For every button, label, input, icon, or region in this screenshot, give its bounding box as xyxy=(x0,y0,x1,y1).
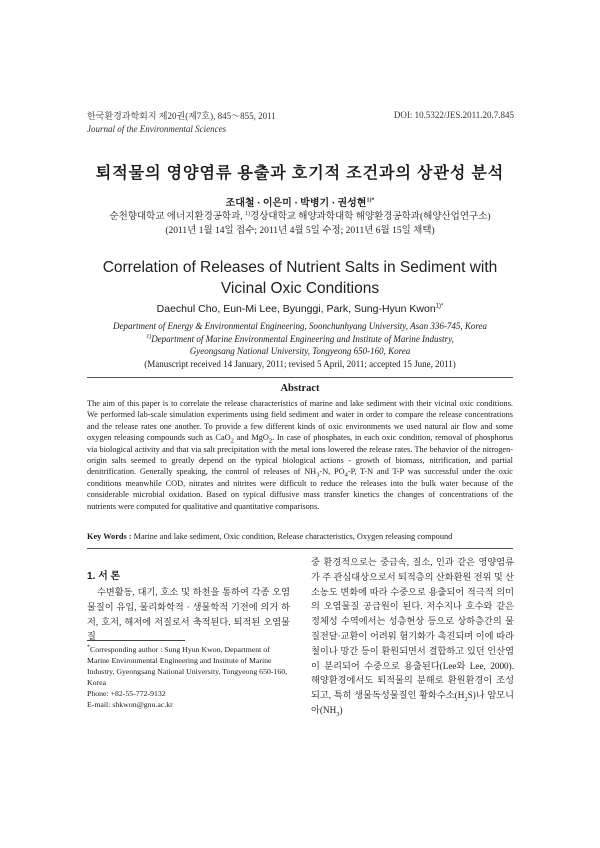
abstract-text-1: The aim of this paper is to correlate the release characteristics of marine and lake sediment with their vicinal oxic conditions. We performed lab-scale simulation experiments using field sediment and water in order to compare the release concentrations and the release rates one another. To provide a few different kinds of oxic environments we used natural air flow and some oxygen releasing compounds such as CaO xyxy=(87,399,513,443)
abstract-text-5: -P, T-N and T-P was successful under the oxic conditions meanwhile COD, nitrates and nitrites were difficult to reduce the releases into the bulk water because of the considerable microbial oxidation. Based on typical diffusive mass transfer kinetics the changes of concentrations of the nutrients were computed for qualitative and quantitative comparisons. xyxy=(87,467,513,511)
dates-en: (Manuscript received 14 January, 2011; revised 5 April, 2011; accepted 15 June, 2011) xyxy=(144,358,456,369)
keywords xyxy=(87,532,513,541)
journal-name-en: Journal of the Environmental Sciences xyxy=(87,124,227,134)
intro-left-column: 수변활동, 대기, 호소 및 하천을 통하여 각종 오염물질이 유입, 물리화학적 · 생물학적 기전에 의거 하저, 호저, 해저에 저질로서 축적된다. 퇴적된 오염물질 xyxy=(87,587,290,642)
paper-title-ko: 퇴적물의 영양염류 용출과 호기적 조건과의 상관성 분석 xyxy=(95,165,505,182)
intro-right-column xyxy=(311,555,514,718)
authors-en-names: Daechul Cho, Eun-Mi Lee, Byunggi, Park, Sung-Hyun Kwon xyxy=(156,303,436,315)
footnote-phone: Phone: +82-55-772-9132 xyxy=(87,689,166,698)
abstract-heading: Abstract xyxy=(280,383,320,394)
affiliation-ko-2: 경상대학교 해양과학대학 해양환경공학과(해양산업연구소) xyxy=(250,212,491,222)
abstract-bottom-rule xyxy=(87,548,513,549)
keywords-label: Key Words : xyxy=(87,532,134,541)
authors-ko-names: 조대철 · 이은미 · 박병기 · 권성현 xyxy=(225,198,367,209)
affiliation-en-line1: Department of Energy & Environmental Engineering, Soonchunhyang University, Asan 336-745, Korea xyxy=(112,321,488,331)
paper-title-en-line2: Vicinal Oxic Conditions xyxy=(220,280,380,297)
footnote-corresponding xyxy=(87,644,290,688)
doi: DOI: 10.5322/JES.2011.20.7.845 xyxy=(393,110,514,120)
footnote-corr-text: Corresponding author : Sung Hyun Kwon, Department of Marine Environmental Engineering and Institute of Marine Industry, Gyeongsang National University, Tongyeong 650-160, Korea xyxy=(87,645,288,687)
intro-right-text-2: S)나 암모니아(NH xyxy=(311,690,515,715)
journal-header xyxy=(87,110,276,136)
paper-title-en-line1: Correlation of Releases of Nutrient Salts in Sediment with xyxy=(102,259,498,276)
intro-right-sub-1: 2 xyxy=(464,696,468,703)
journal-citation-ko: 한국환경과학회지 제20권(제7호), 845～855, 2011 xyxy=(87,111,276,121)
affiliation-ko-line xyxy=(0,210,600,224)
keywords-text: Marine and lake sediment, Oxic condition, Release characteristics, Oxygen releasing compound xyxy=(133,532,453,541)
footnote-email: E-mail: shkwon@gnu.ac.kr xyxy=(87,700,173,709)
intro-right-sub-2: 3 xyxy=(336,710,340,718)
footnote xyxy=(87,644,290,710)
abstract-body xyxy=(87,398,513,512)
abstract-text-4: -N, PO xyxy=(319,467,345,477)
abstract-sub-3: 3 xyxy=(316,472,320,480)
affiliation-en-line3: Gyeongsang National University, Tongyeong 650-160, Korea xyxy=(189,346,411,356)
affiliation-en xyxy=(0,320,600,370)
dates-ko: (2011년 1월 14일 접수; 2011년 4월 5일 수정; 2011년 6월 15일 채택) xyxy=(165,226,435,236)
affiliation-en-sup: 1) xyxy=(146,333,152,340)
abstract-top-rule xyxy=(87,377,513,378)
authors-en xyxy=(0,303,600,315)
abstract-sub-1: 2 xyxy=(230,437,234,445)
affiliation-ko-sup: 1) xyxy=(245,210,251,217)
affiliation-ko-1: 순천향대학교 에너지환경공학과, xyxy=(109,212,246,222)
section-heading-introduction: 1. 서 론 xyxy=(87,571,121,582)
authors-en-sup: 1)* xyxy=(435,303,444,310)
authors-ko xyxy=(0,194,600,209)
intro-right-text-3: ) xyxy=(339,704,343,715)
authors-ko-sup: 1)* xyxy=(366,197,375,204)
paper-title-en xyxy=(60,257,540,299)
abstract-text-3: . In case of phosphates, in each oxic condition, removal of phosphorus via biological activity and that via salt precipitation with the metal ions lowered the release rates. The behavior of the nitrogen-origin salts seemed to greatly depend on the typical biological actions - growth of biomass, nitrification, and partial denitrification. Generally speaking, the control of releases of NH xyxy=(87,433,513,477)
affiliation-en-line2-text: Department of Marine Environmental Engineering and Institute of Marine Industry, xyxy=(151,333,454,344)
abstract-text-2: and MgO xyxy=(233,433,269,443)
abstract-sub-2: 2 xyxy=(268,437,273,445)
affiliation-en-line2 xyxy=(0,333,600,346)
footnote-sup: * xyxy=(87,644,90,651)
abstract-sub-4: 4 xyxy=(344,472,348,480)
intro-right-text-1: 중 환경적으로는 중금속, 질소, 인과 같은 영양염류가 주 관심대상으로서 퇴적층의 산화환원 전위 및 산소농도 변화에 따라 수중으로 용출되어 적극적 의미의 오염물질 공급원이 된다. 저수지나 호수와 같은 정체성 수역에서는 성층현상 등으로 상하층간의 물질전달·교환이 어려워 혐기화가 촉진되며 이에 따라 철이나 망간 등이 환원되면서 결합하고 있던 인산염이 분리되어 수중으로 용출된다(Lee와 Lee, 2000). 해양환경에서도 퇴적물의 분해로 환원환경이 조성되고, 특히 생물독성물질인 황화수소(H xyxy=(311,557,514,701)
footnote-rule xyxy=(87,640,185,641)
affiliation-ko xyxy=(0,210,600,238)
